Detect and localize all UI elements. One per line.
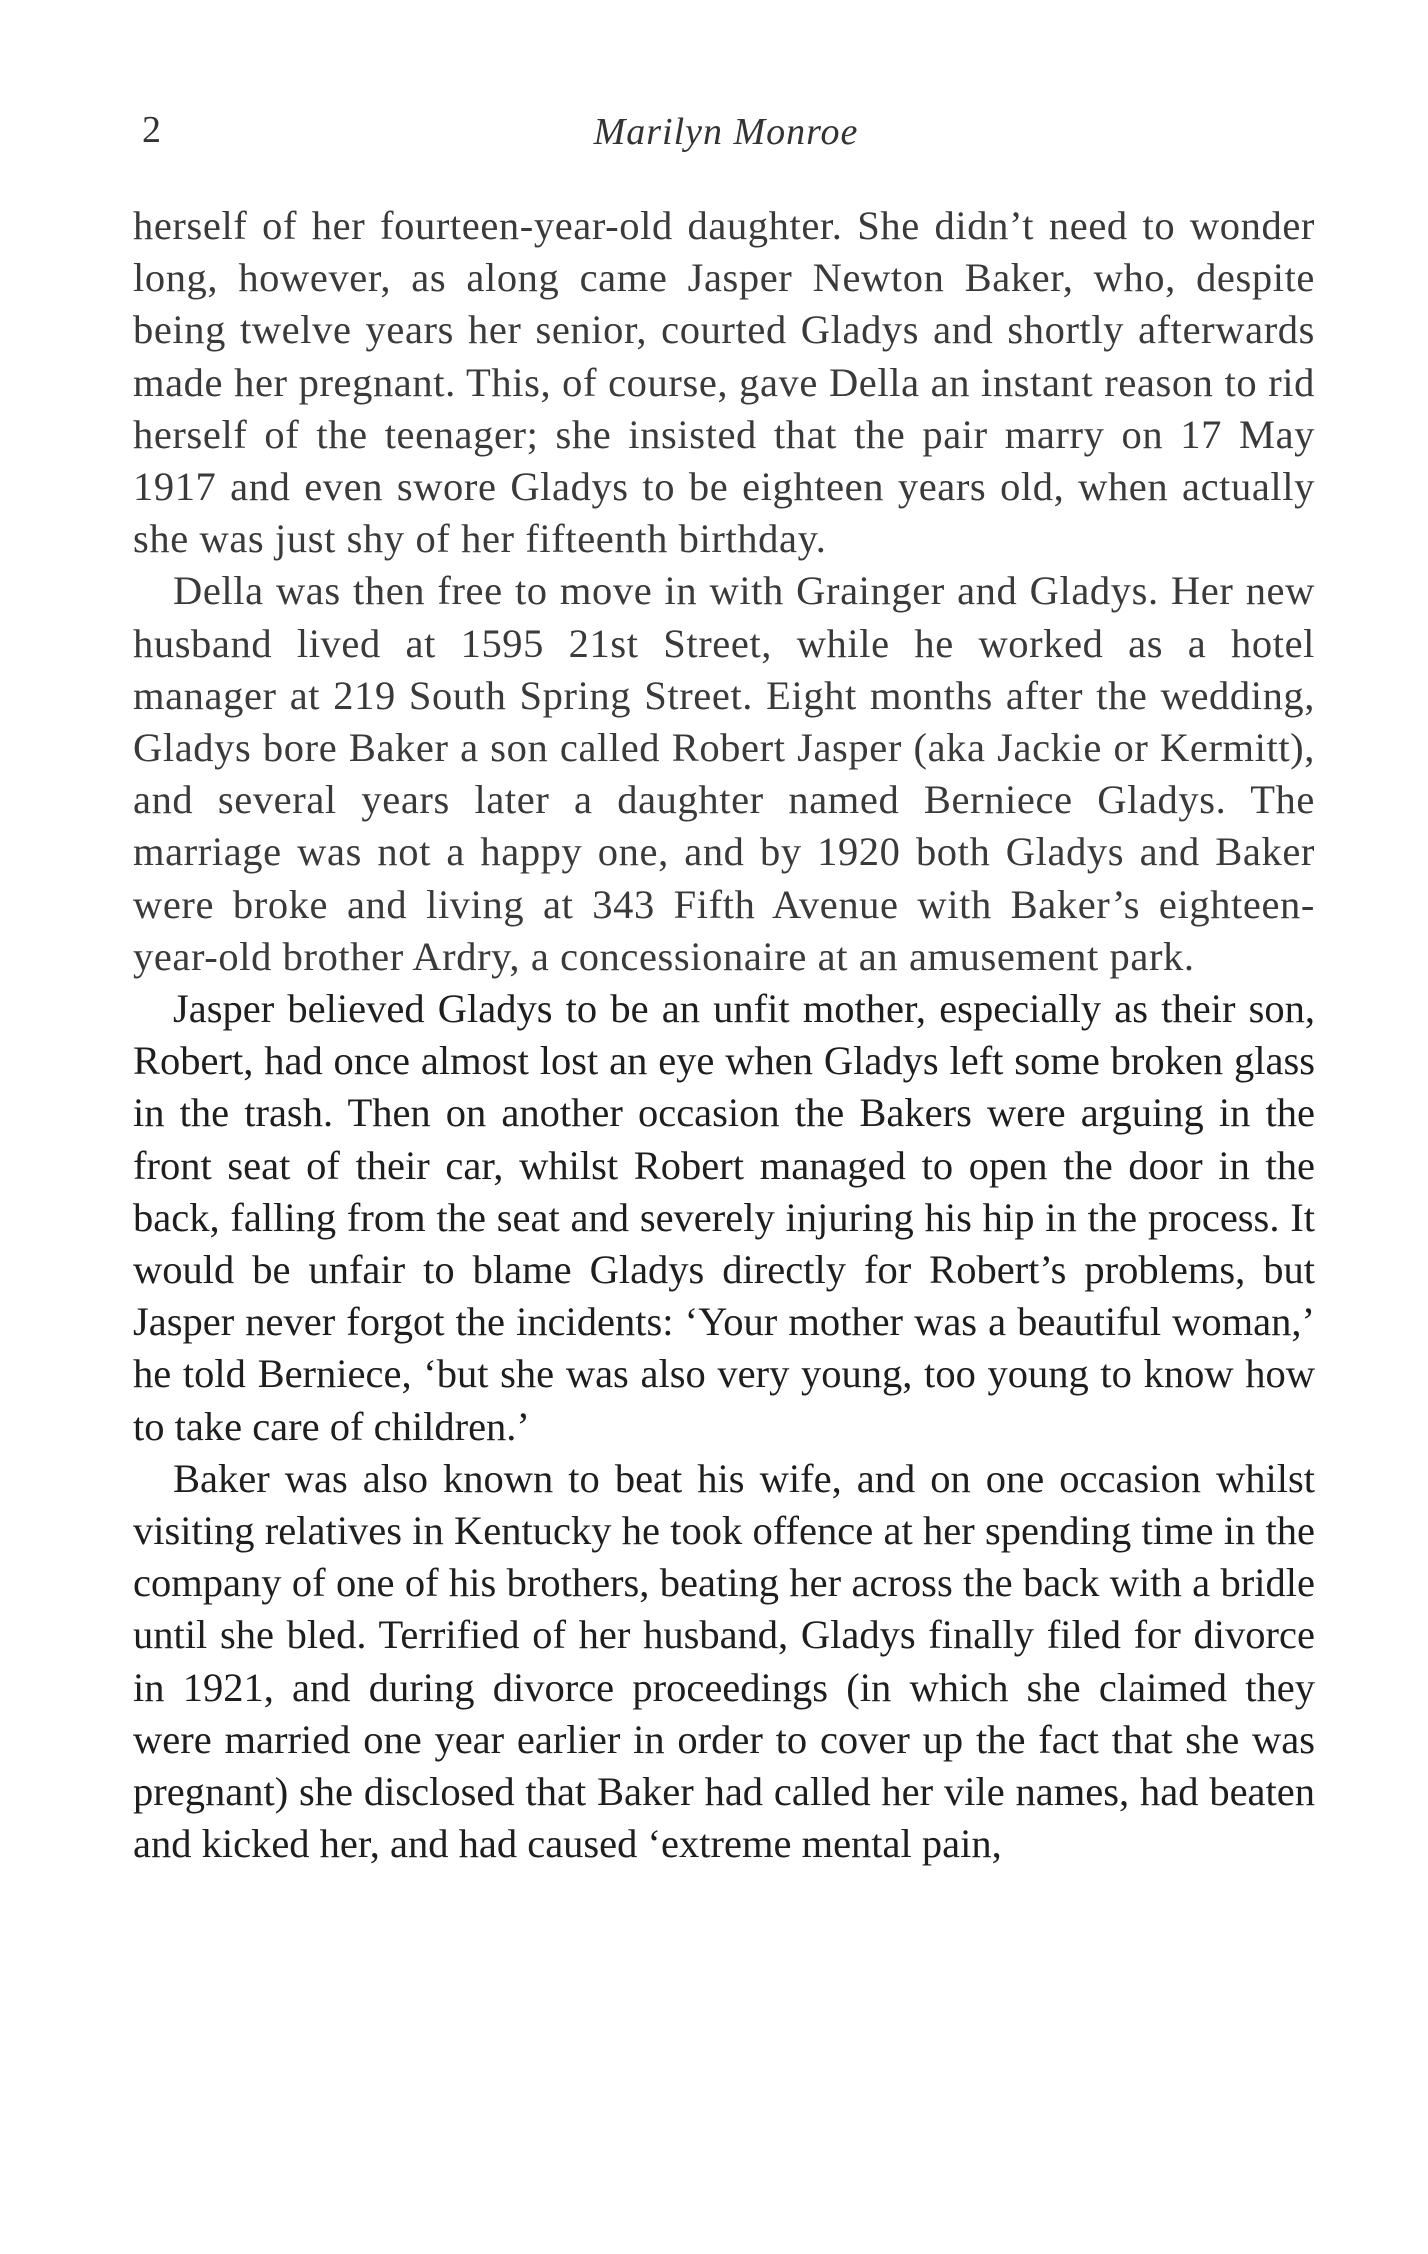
paragraph: Jasper believed Gladys to be an unfit mother, especially as their son, Robert, had once almost lost an eye when Gladys left some broken glass in the trash. Then on another occasion the Bakers were arguing in the front seat of their car, whilst Robert managed to open the door in the back, falling from the seat and severely injuring his hip in the process. It would be unfair to blame Gladys directly for Robert’s problems, but Jasper never forgot the incidents: ‘Your mother was a beautiful woman,’ he told Berniece, ‘but she was also very young, too young to know how to take care of children.’	[133, 986, 1315, 1449]
running-head	[136, 108, 1316, 158]
paragraph-continued: herself of her fourteen-year-old daughter. She didn’t need to wonder long, however, as along came Jasper Newton Baker, who, despite being twelve years her senior, courted Gladys and shortly afterwards made her pregnant. This, of course, gave Della an instant reason to rid herself of the teenager; she insisted that the pair marry on 17 May 1917 and even swore Gladys to be eighteen years old, when actually she was just shy of her fifteenth birthday.	[133, 203, 1315, 562]
page-number: 2	[142, 109, 161, 151]
paragraph: Della was then free to move in with Grainger and Gladys. Her new husband lived at 1595 21st Street, while he worked as a hotel manager at 219 South Spring Street. Eight months after the wedding, Gladys bore Baker a son called Robert Jasper (aka Jackie or Kermitt), and several years later a daughter named Berniece Gladys. The marriage was not a happy one, and by 1920 both Gladys and Baker were broke and living at 343 Fifth Avenue with Baker’s eighteen-year-old brother Ardry, a concessionaire at an amusement park.	[133, 568, 1315, 979]
running-title: Marilyn Monroe	[593, 111, 859, 153]
paragraph: Baker was also known to beat his wife, and on one occasion whilst visiting relatives in Kentucky he took offence at her spending time in the company of one of his brothers, beating her across the back with a bridle until she bled. Terrified of her husband, Gladys finally filed for divorce in 1921, and during divorce proceedings (in which she claimed they were married one year earlier in order to cover up the fact that she was pregnant) she disclosed that Baker had called her vile names, had beaten and kicked her, and had caused ‘extreme mental pain,	[133, 1455, 1315, 1867]
body-text	[133, 200, 1315, 1871]
